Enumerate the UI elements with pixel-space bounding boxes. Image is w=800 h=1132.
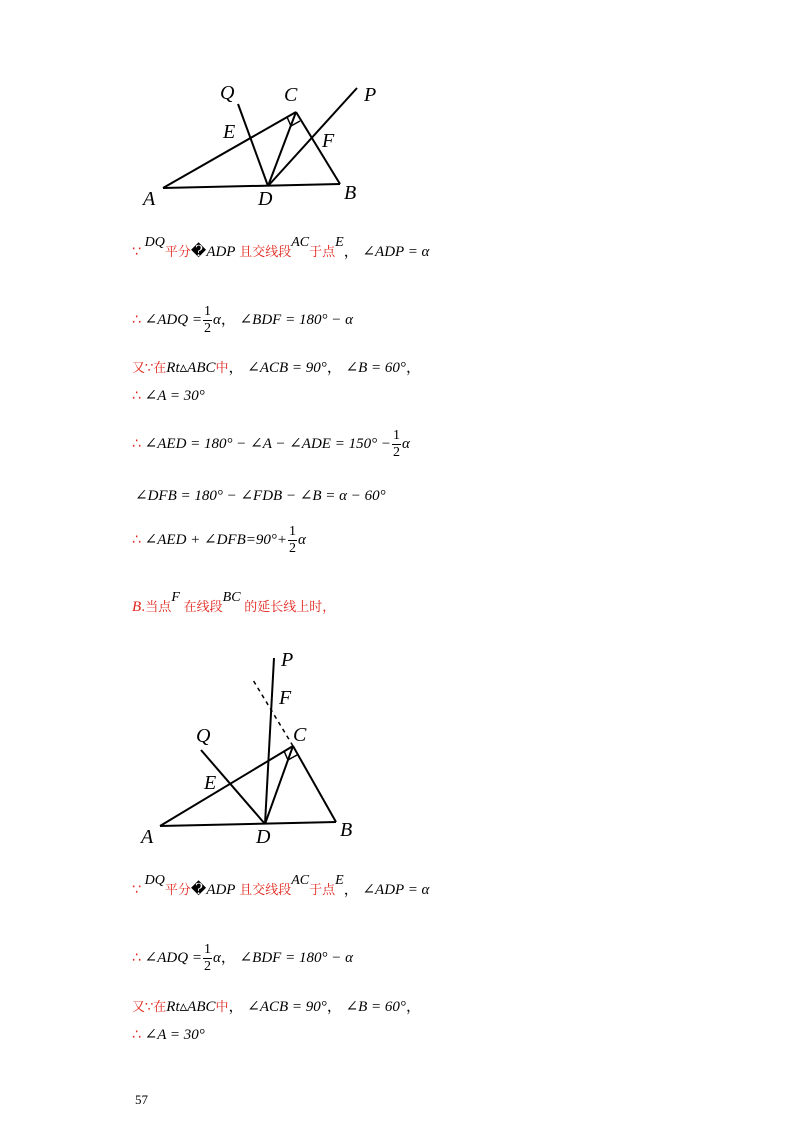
proof-line-triangle-2: 又∵在Rt▵ABC中， ∠ACB = 90°， ∠B = 60°， xyxy=(132,999,421,1015)
page-number: 57 xyxy=(135,1092,148,1107)
ray-dp-2 xyxy=(265,658,274,824)
ray-dp xyxy=(268,88,357,186)
label-e: E xyxy=(223,121,236,143)
label-d: D xyxy=(258,188,273,210)
segment-ac-2 xyxy=(160,746,293,826)
fraction-half: $\frac{1}{2}$ xyxy=(392,428,400,460)
proof-line-sum: ∴ ∠AED + ∠DFB=90°+ $\frac{1}{2}$ α xyxy=(132,524,306,556)
label-p: P xyxy=(364,84,377,106)
label-a: A xyxy=(143,188,156,210)
label-f: F xyxy=(322,130,335,152)
fraction-half: $\frac{1}{2}$ xyxy=(203,304,211,336)
fraction-half: $\frac{1}{2}$ xyxy=(289,524,296,556)
segment-dc xyxy=(268,112,296,186)
case-b-heading: B.当点F 在线段BC 的延长线上时， xyxy=(132,590,336,615)
proof-line-triangle: 又∵在Rt▵ABC中， ∠ACB = 90°， ∠B = 60°， xyxy=(132,360,421,376)
proof-line-bisector-2: ∵ DQ平分�ADP 且交线段AC于点E， ∠ADP = α xyxy=(132,873,430,898)
segment-ab xyxy=(163,184,340,188)
proof-line-dfb: ∠DFB = 180° − ∠FDB − ∠B = α − 60° xyxy=(135,488,386,504)
label-c-2: C xyxy=(293,724,307,746)
fraction-half: $\frac{1}{2}$ xyxy=(203,942,211,974)
label-f-2: F xyxy=(279,687,292,709)
proof-line-angle-a: ∴ ∠A = 30° xyxy=(132,388,205,404)
label-q: Q xyxy=(220,82,235,104)
geometry-figure-2 xyxy=(160,658,336,826)
label-c: C xyxy=(284,84,298,106)
ray-dq xyxy=(238,104,268,186)
proof-line-adq: ∴ ∠ADQ = $\frac{1}{2}$ α， ∠BDF = 180° − α xyxy=(132,304,353,336)
proof-line-adq-2: ∴ ∠ADQ = $\frac{1}{2}$ α， ∠BDF = 180° − α xyxy=(132,942,353,974)
segment-cb-2 xyxy=(293,746,336,822)
label-d-2: D xyxy=(256,826,271,848)
proof-line-angle-a-2: ∴ ∠A = 30° xyxy=(132,1027,205,1043)
label-p-2: P xyxy=(281,649,294,671)
label-e-2: E xyxy=(204,772,217,794)
segment-ab-2 xyxy=(160,822,336,826)
label-b: B xyxy=(344,182,357,204)
label-a-2: A xyxy=(141,826,154,848)
label-q-2: Q xyxy=(196,725,211,747)
proof-line-aed: ∴ ∠AED = 180° − ∠A − ∠ADE = 150° − $\frac{1}{2}$ α xyxy=(132,428,410,460)
label-b-2: B xyxy=(340,819,353,841)
proof-line-bisector: ∵ DQ平分�ADP 且交线段AC于点E， ∠ADP = α xyxy=(132,235,430,260)
